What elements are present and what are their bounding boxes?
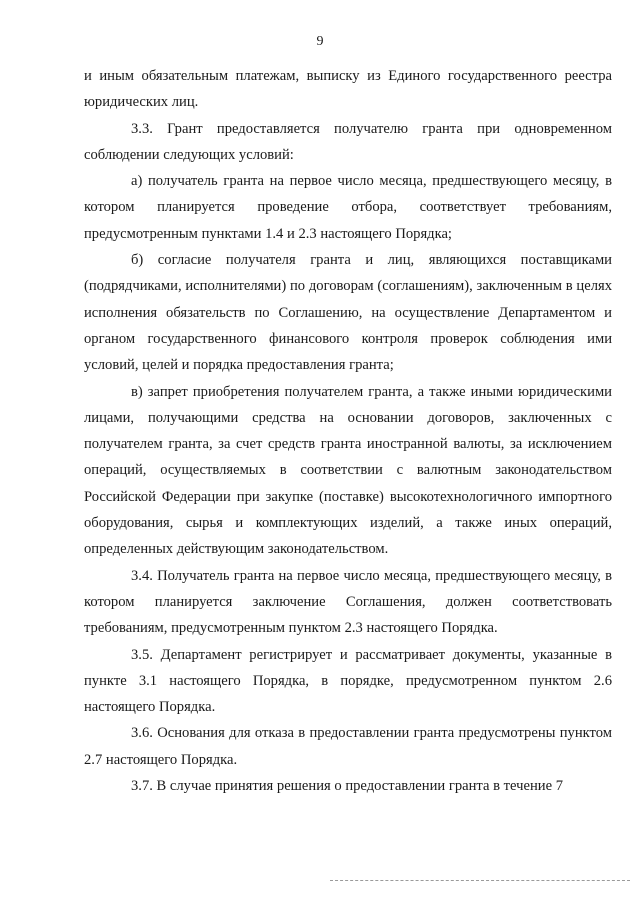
paragraph-3-4: 3.4. Получатель гранта на первое число месяца, предшествующего месяцу, в котором планируется заключение Соглашения, должен соответствовать требованиям, предусмотренным пунктом 2.3 настоящего Порядка.	[84, 567, 612, 637]
paragraph-3-3-v: в) запрет приобретения получателем гранта, а также иными юридическими лицами, получающими средства на основании договоров, заключенных с получателем гранта, за счет средств гранта иностранной валюты, за исключением операций, осуществляемых в соответствии с валютным законодательством Российской Федерации при закупке (поставке) высокотехнологичного импортного оборудования, сырья и комплектующих изделий, а также иных операций, определенных действующим законодательством.	[84, 383, 612, 558]
scan-edge-line	[330, 880, 630, 881]
paragraph-continuation: и иным обязательным платежам, выписку из Единого государственного реестра юридических лиц.	[84, 68, 612, 111]
paragraph-3-7: 3.7. В случае принятия решения о предоставлении гранта в течение 7	[131, 778, 563, 795]
paragraph-3-6: 3.6. Основания для отказа в предоставлении гранта предусмотрены пунктом 2.7 настоящего Порядка.	[84, 725, 612, 768]
paragraph-3-5: 3.5. Департамент регистрирует и рассматривает документы, указанные в пункте 3.1 настоящего Порядка, в порядке, предусмотренном пунктом 2.6 настоящего Порядка.	[84, 646, 612, 716]
body-text	[84, 63, 612, 799]
page-number: 9	[316, 34, 324, 49]
paragraph-3-3: 3.3. Грант предоставляется получателю гранта при одновременном соблюдении следующих условий:	[84, 120, 612, 163]
paragraph-3-3-a: а) получатель гранта на первое число месяца, предшествующего месяцу, в котором планируется проведение отбора, соответствует требованиям, предусмотренным пунктами 1.4 и 2.3 настоящего Порядка;	[84, 173, 612, 242]
paragraph-3-3-b: б) согласие получателя гранта и лиц, являющихся поставщиками (подрядчиками, исполнителями) по договорам (соглашениям), заключенным в целях исполнения обязательств по Соглашению, на осуществление Департаментом и органом государственного финансового контроля проверок соблюдения ими условий, целей и порядка предоставления гранта;	[84, 252, 612, 374]
